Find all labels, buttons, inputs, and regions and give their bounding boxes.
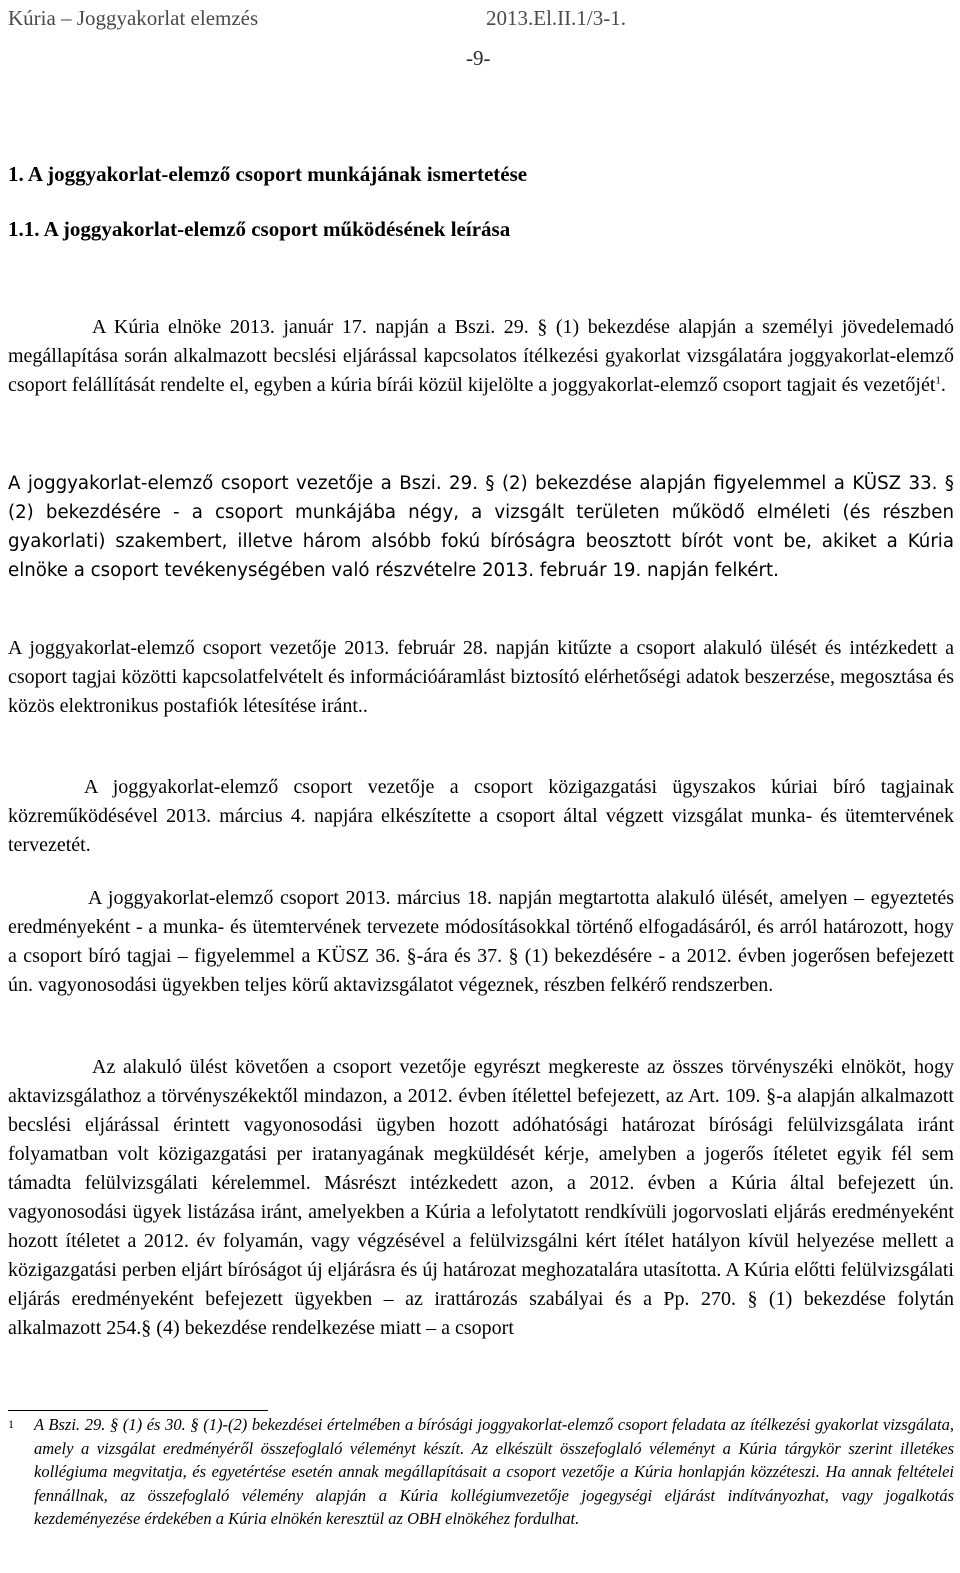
paragraph-6: Az alakuló ülést követően a csoport vezetője egyrészt megkereste az összes törvényszéki elnököt, hogy aktavizsgálathoz a törvényszékektől mindazon, a 2012. évben ítélettel befejezett, az Art. 109. §-a alapján alkalmazott becslési eljárással érintett vagyonosodási ügyben hozott adóhatósági határozat bírósági felülvizsgálata iránt folyamatban volt közigazgatási per iratanyagának megküldését kérje, amelyben a jogerős ítéletet egyik fél sem támadta felülvizsgálati kérelemmel. Másrészt intézkedett azon, a 2012. évben a Kúria által befejezett ún. vagyonosodási ügyek listázása iránt, amelyekben a Kúria a lefolytatott rendkívüli jogorvoslati eljárás eredményeként hozott ítéletet a 2012. év folyamán, vagy végzésével a felülvizsgálni kért ítélet hatályon kívül helyezése mellett a közigazgatási perben eljárt bíróságot új eljárásra és új határozat meghozatalára utasította. A Kúria előtti felülvizsgálati eljárás eredményeként befejezett ügyekben – az irattározás szabályai és a Pp. 270. § (1) bekezdése folytán alkalmazott 254.§ (4) bekezdése rendelkezése miatt – a csoport [8,1056,954,1339]
page-number: -9- [466,46,491,70]
paragraph-5: A joggyakorlat-elemző csoport 2013. március 18. napján megtartotta alakuló ülését, amelyen – egyeztetés eredményeként - a munka- és ütemtervének tervezete módosításokkal történő elfogadásáról, és arról határozott, hogy a csoport bíró tagjai – figyelemmel a KÜSZ 36. §-ára és 37. § (1) bekezdésére - a 2012. évben jogerősen befejezett ún. vagyonosodási ügyekben teljes körű aktavizsgálatot végeznek, részben felkérő rendszerben. [8,887,954,996]
paragraph-1 [8,313,954,400]
header-document-id: 2013.El.II.1/3-1. [486,6,626,30]
subsection-heading: 1.1. A joggyakorlat-elemző csoport működésének leírása [8,217,511,241]
header-title: Kúria – Joggyakorlat elemzés [8,6,259,30]
paragraph-3: A joggyakorlat-elemző csoport vezetője 2013. február 28. napján kitűzte a csoport alakuló ülését és intézkedett a csoport tagjai közötti kapcsolatfelvételt és információáramlást biztosító elérhetőségi adatok beszerzése, megosztása és közös elektronikus postafiók létesítése iránt.. [8,637,954,717]
page-header [8,6,954,32]
footnote-number: 1 [8,1417,14,1431]
footnote-separator [8,1410,268,1411]
paragraph-2: A joggyakorlat-elemző csoport vezetője a Bszi. 29. § (2) bekezdése alapján figyelemmel a KÜSZ 33. § (2) bekezdésére - a csoport munkájába négy, a vizsgált területen működő elméleti (és részben gyakorlati) szakembert, illetve három alsóbb fokú bíróságra beosztott bírót vont be, akiket a Kúria elnöke a csoport tevékenységében való részvételre 2013. február 19. napján felkért. [8,473,954,581]
footnote [8,1413,954,1531]
footnote-reference[interactable]: 1 [935,374,941,387]
footnote-text: A Bszi. 29. § (1) és 30. § (1)-(2) bekezdései értelmében a bírósági joggyakorlat-elemző csoport feladata az ítélkezési gyakorlat vizsgálata, amely a vizsgálat eredményéről összefoglaló véleményt készít. Az elkészült összefoglaló véleményt a Kúria tárgykör szerint illetékes kollégiuma megvitatja, és egyetértése esetén annak megállapításait a csoport vezetője a Kúria honlapján közzéteszi. Ha annak feltételei fennállnak, az összefoglaló vélemény alapján a Kúria kollégiumvezetője jogegységi eljárást indítványozhat, vagy jogalkotás kezdeményezése érdekében a Kúria elnökén keresztül az OBH elnökéhez fordulhat. [34,1415,954,1528]
paragraph-1-end: . [940,374,946,396]
section-heading: 1. A joggyakorlat-elemző csoport munkájának ismertetése [8,162,528,186]
paragraph-1-text: A Kúria elnöke 2013. január 17. napján a Bszi. 29. § (1) bekezdése alapján a személyi jövedelemadó megállapítása során alkalmazott becslési eljárással kapcsolatos ítélkezési gyakorlat vizsgálatára joggyakorlat-elemző csoport felállítását rendelte el, egyben a kúria bírái közül kijelölte a joggyakorlat-elemző csoport tagjait és vezetőjét [8,316,954,396]
paragraph-4: A joggyakorlat-elemző csoport vezetője a csoport közigazgatási ügyszakos kúriai bíró tagjainak közreműködésével 2013. március 4. napjára elkészítette a csoport által végzett vizsgálat munka- és ütemtervének tervezetét. [8,776,954,856]
